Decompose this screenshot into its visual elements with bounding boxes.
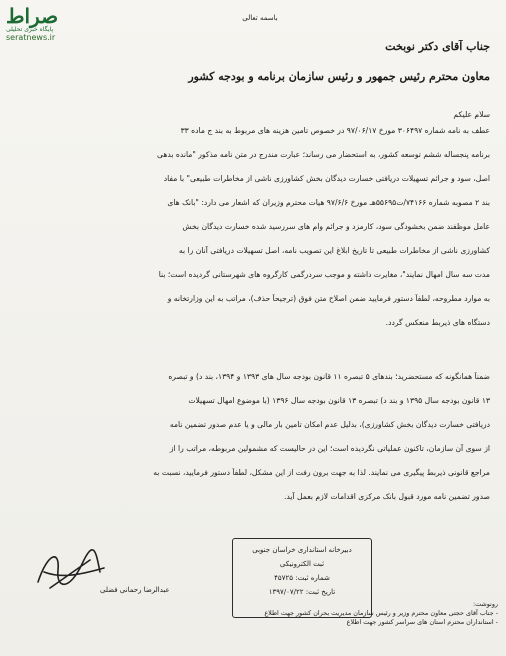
para1-line: دستگاه های ذیربط منعکس گردد. (385, 318, 490, 327)
para2-line: از سوی آن سازمان، تاکنون عملیاتی نگردیده است؛ این در حالیست که مشمولین مربوطه، مراتب را از (169, 444, 490, 453)
para2-line: مراجع قانونی ذیربط پیگیری می نمایند. لذا به جهت برون رفت از این مشکل، لطفاً دستور فرمایید، نسبت به (153, 468, 490, 477)
cc-item: - استانداران محترم استان های سراسر کشور جهت اطلاع (346, 618, 498, 626)
cc-item: - جناب آقای حجتی معاون محترم وزیر و رئیس سازمان مدیریت بحران کشور جهت اطلاع (264, 609, 498, 617)
logo-brand: صراط (6, 4, 59, 28)
greeting: سلام علیکم (453, 110, 490, 119)
para1-line: به موارد مطروحه، لطفاً دستور فرمایید ضمن اصلاح متن فوق (ترجیحاً حذف)، مراتب به این وزارتخانه و (167, 294, 490, 303)
para2-line: ۱۳ قانون بودجه سال ۱۳۹۵ و بند د) تبصره ۱۳ قانون بودجه سال ۱۳۹۶ (با موضوع امهال تسهیلات (188, 396, 490, 405)
handwritten-signature (30, 542, 110, 598)
para2-line: صدور تضمین نامه مورد قبول بانک مرکزی اقدامات لازم بعمل آید. (284, 492, 490, 501)
para1-line: بند ۲ مصوبه شماره ۷۴۱۶۶/ت۵۵۶۹۵هـ مورخ ۹۷/۶/۶ هیات محترم وزیران که اشعار می دارد: "بانک های (167, 198, 490, 207)
logo-tagline: پایگاه خبری تحلیلی (6, 26, 54, 33)
stamp-number: شماره ثبت: ۴۵۷۲۵ (274, 574, 330, 582)
cc-title: رونوشت: (472, 600, 498, 608)
salutation-title: معاون محترم رئیس جمهور و رئیس سازمان برنامه و بودجه کشور (188, 70, 490, 83)
para1-line: عامل موظفند ضمن بخشودگی سود، کارمزد و جرائم وام های سررسید شده خسارت دیدگان بخش (182, 222, 490, 231)
news-watermark-logo (6, 6, 98, 50)
para1-line: کشاورزی ناشی از مخاطرات طبیعی تا تاریخ ابلاغ این تصویب نامه، اصل تسهیلات دریافتی آنان را به (178, 246, 490, 255)
para2-line: ضمناً همانگونه که مستحضرید؛ بندهای ۵ تبصره ۱۱ قانون بودجه سال های ۱۳۹۳ و ۱۳۹۴، بند د) و تبصره (168, 372, 490, 381)
para1-line: عطف به نامه شماره ۳۰۶۴۹۷ مورخ ۹۷/۰۶/۱۷ در خصوص تامین هزینه های مربوط به بند ج ماده ۳۳ (180, 126, 490, 135)
copy-recipients (118, 600, 498, 627)
para1-line: برنامه پنجساله ششم توسعه کشور، به استحضار می رساند؛ عبارت مندرج در متن نامه مذکور "مانده بدهی (157, 150, 490, 159)
para1-line: اصل، سود و جرائم تسهیلات دریافتی خسارت دیدگان بخش کشاورزی ناشی از مخاطرات طبیعی" با مفاد (163, 174, 490, 183)
signer-name: عبدالرضا رحمانی فضلی (100, 586, 170, 594)
salutation-name: جناب آقای دکتر نوبخت (385, 40, 490, 53)
stamp-type: ثبت الکترونیکی (279, 560, 325, 568)
stamp-date: تاریخ ثبت: ۱۳۹۷/۰۷/۲۲ (268, 588, 336, 596)
basmala: باسمه تعالی (242, 14, 278, 22)
para1-line: مدت سه سال امهال نمایند"، مغایرت داشته و موجب سردرگمی کارگروه های شهرستانی گردیده است؛ بنا (158, 270, 490, 279)
logo-url: seratnews.ir (6, 33, 56, 42)
stamp-office: دبیرخانه استانداری خراسان جنوبی (252, 546, 352, 554)
para2-line: دریافتی خسارت دیدگان بخش کشاورزی)، بدلیل عدم امکان تامین بار مالی و یا عدم صدور تضمین نامه (169, 420, 490, 429)
